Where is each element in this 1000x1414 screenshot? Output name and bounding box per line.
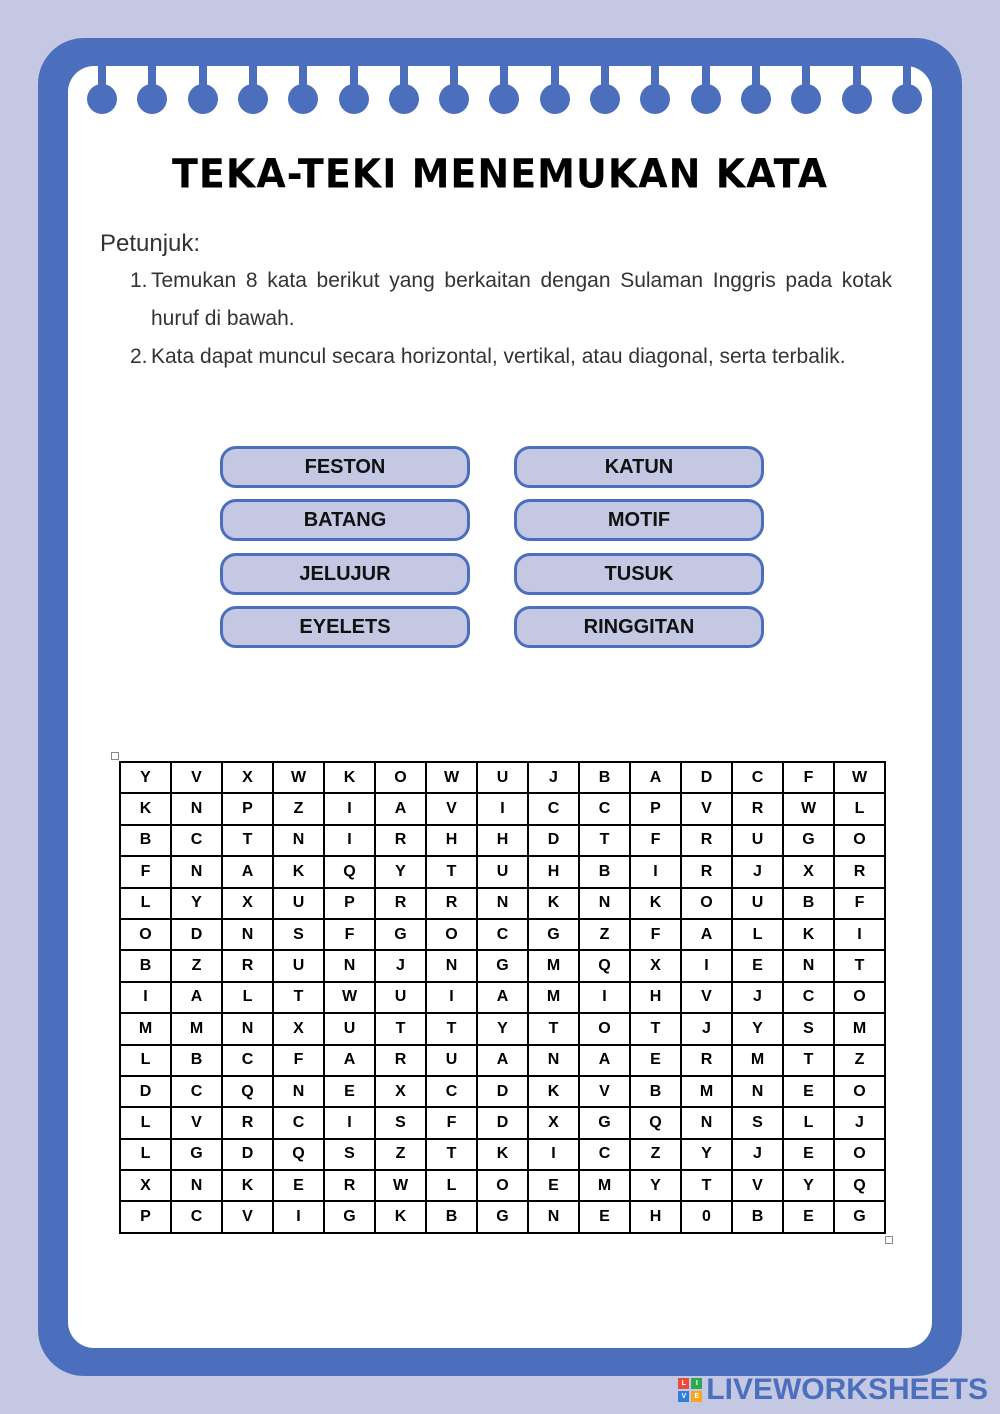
grid-cell[interactable]: V — [426, 793, 477, 824]
grid-cell[interactable]: B — [783, 888, 834, 919]
binder-ring — [640, 62, 670, 114]
grid-cell[interactable]: N — [477, 888, 528, 919]
grid-cell[interactable]: M — [681, 1076, 732, 1107]
grid-cell[interactable]: G — [477, 1201, 528, 1233]
grid-cell[interactable]: A — [630, 762, 681, 793]
grid-cell[interactable]: Q — [324, 856, 375, 887]
grid-cell[interactable]: X — [630, 950, 681, 981]
grid-cell[interactable]: N — [579, 888, 630, 919]
binder-ring — [339, 62, 369, 114]
grid-cell[interactable]: M — [171, 1013, 222, 1044]
grid-cell[interactable]: H — [528, 856, 579, 887]
grid-cell[interactable]: A — [222, 856, 273, 887]
grid-cell[interactable]: J — [834, 1107, 885, 1138]
grid-cell[interactable]: T — [426, 1013, 477, 1044]
grid-row — [120, 1170, 885, 1201]
grid-cell[interactable]: T — [375, 1013, 426, 1044]
grid-row — [120, 919, 885, 950]
grid-cell[interactable]: L — [732, 919, 783, 950]
binder-ring — [137, 62, 167, 114]
grid-cell[interactable]: A — [477, 1045, 528, 1076]
binder-ring — [842, 62, 872, 114]
binder-ring — [741, 62, 771, 114]
grid-cell[interactable]: I — [681, 950, 732, 981]
grid-row — [120, 825, 885, 856]
grid-cell[interactable]: D — [171, 919, 222, 950]
grid-cell[interactable]: V — [579, 1076, 630, 1107]
grid-cell[interactable]: W — [273, 762, 324, 793]
grid-cell[interactable]: X — [783, 856, 834, 887]
grid-cell[interactable]: F — [426, 1107, 477, 1138]
brand-logo — [678, 1370, 988, 1410]
grid-cell[interactable]: G — [375, 919, 426, 950]
grid-cell[interactable]: C — [579, 1139, 630, 1170]
grid-cell[interactable]: R — [375, 825, 426, 856]
grid-cell[interactable]: B — [630, 1076, 681, 1107]
grid-cell[interactable]: W — [426, 762, 477, 793]
grid-cell[interactable]: Z — [630, 1139, 681, 1170]
step-text: Kata dapat muncul secara horizontal, vertikal, atau diagonal, serta terbalik. — [151, 345, 846, 368]
brand-icon-tile: V — [678, 1391, 689, 1402]
grid-cell[interactable]: U — [273, 888, 324, 919]
grid-cell[interactable]: Q — [273, 1139, 324, 1170]
grid-cell[interactable]: E — [528, 1170, 579, 1201]
binder-ring — [439, 62, 469, 114]
grid-cell[interactable]: A — [477, 982, 528, 1013]
grid-cell[interactable]: H — [630, 982, 681, 1013]
binder-ring — [791, 62, 821, 114]
grid-cell[interactable]: Z — [579, 919, 630, 950]
grid-cell[interactable]: C — [222, 1045, 273, 1076]
grid-cell[interactable]: D — [681, 762, 732, 793]
grid-cell[interactable]: O — [834, 1076, 885, 1107]
grid-cell[interactable]: I — [324, 825, 375, 856]
binder-ring — [691, 62, 721, 114]
grid-cell[interactable]: Q — [579, 950, 630, 981]
grid-cell[interactable]: N — [171, 1170, 222, 1201]
grid-cell[interactable]: I — [324, 793, 375, 824]
grid-cell[interactable]: N — [222, 1013, 273, 1044]
word-chip: FESTON — [220, 446, 470, 488]
grid-cell[interactable]: Z — [375, 1139, 426, 1170]
grid-cell[interactable]: N — [171, 856, 222, 887]
grid-cell[interactable]: I — [630, 856, 681, 887]
grid-cell[interactable]: T — [834, 950, 885, 981]
grid-cell[interactable]: L — [120, 1045, 171, 1076]
grid-cell[interactable]: U — [324, 1013, 375, 1044]
grid-cell[interactable]: E — [783, 1139, 834, 1170]
grid-cell[interactable]: W — [375, 1170, 426, 1201]
grid-cell[interactable]: E — [783, 1201, 834, 1233]
grid-cell[interactable]: F — [834, 888, 885, 919]
grid-cell[interactable]: G — [783, 825, 834, 856]
grid-cell[interactable]: Y — [477, 1013, 528, 1044]
grid-cell[interactable]: L — [834, 793, 885, 824]
grid-cell[interactable]: Y — [732, 1013, 783, 1044]
grid-cell[interactable]: 0 — [681, 1201, 732, 1233]
step-text: Temukan 8 kata berikut yang berkaitan dengan Sulaman Inggris pada kotak huruf di bawah. — [151, 269, 892, 330]
grid-row — [120, 982, 885, 1013]
grid-cell[interactable]: J — [732, 982, 783, 1013]
grid-cell[interactable]: U — [375, 982, 426, 1013]
grid-cell[interactable]: K — [375, 1201, 426, 1233]
grid-cell[interactable]: Z — [834, 1045, 885, 1076]
grid-cell[interactable]: N — [171, 793, 222, 824]
word-chip: JELUJUR — [220, 553, 470, 595]
grid-cell[interactable]: J — [732, 1139, 783, 1170]
grid-cell[interactable]: V — [681, 982, 732, 1013]
grid-cell[interactable]: O — [579, 1013, 630, 1044]
grid-cell[interactable]: N — [783, 950, 834, 981]
grid-cell[interactable]: O — [834, 825, 885, 856]
grid-cell[interactable]: M — [834, 1013, 885, 1044]
grid-cell[interactable]: K — [477, 1139, 528, 1170]
grid-cell[interactable]: I — [120, 982, 171, 1013]
grid-cell[interactable]: V — [732, 1170, 783, 1201]
grid-cell[interactable]: N — [732, 1076, 783, 1107]
grid-cell[interactable]: D — [120, 1076, 171, 1107]
grid-cell[interactable]: E — [732, 950, 783, 981]
grid-cell[interactable]: I — [273, 1201, 324, 1233]
grid-cell[interactable]: H — [426, 825, 477, 856]
grid-cell[interactable]: R — [732, 793, 783, 824]
grid-cell[interactable]: R — [222, 1107, 273, 1138]
grid-cell[interactable]: O — [426, 919, 477, 950]
grid-cell[interactable]: R — [834, 856, 885, 887]
grid-cell[interactable]: K — [528, 1076, 579, 1107]
grid-row — [120, 950, 885, 981]
grid-cell[interactable]: J — [681, 1013, 732, 1044]
grid-cell[interactable]: O — [375, 762, 426, 793]
grid-cell[interactable]: R — [681, 856, 732, 887]
grid-cell[interactable]: O — [477, 1170, 528, 1201]
word-chip: RINGGITAN — [514, 606, 764, 648]
grid-cell[interactable]: T — [273, 982, 324, 1013]
grid-cell[interactable]: X — [120, 1170, 171, 1201]
binder-ring — [188, 62, 218, 114]
grid-cell[interactable]: L — [120, 888, 171, 919]
grid-cell[interactable]: P — [630, 793, 681, 824]
grid-cell[interactable]: N — [681, 1107, 732, 1138]
grid-cell[interactable]: N — [426, 950, 477, 981]
binder-ring — [389, 62, 419, 114]
word-chip: EYELETS — [220, 606, 470, 648]
instruction-step-2 — [130, 338, 892, 376]
grid-cell[interactable]: O — [834, 1139, 885, 1170]
grid-row — [120, 1139, 885, 1170]
grid-cell[interactable]: W — [324, 982, 375, 1013]
grid-cell[interactable]: Z — [273, 793, 324, 824]
grid-cell[interactable]: K — [783, 919, 834, 950]
grid-row — [120, 1045, 885, 1076]
table-anchor-handle — [111, 752, 119, 760]
grid-cell[interactable]: Q — [630, 1107, 681, 1138]
grid-cell[interactable]: B — [120, 950, 171, 981]
grid-cell[interactable]: F — [324, 919, 375, 950]
grid-cell[interactable]: Y — [375, 856, 426, 887]
grid-cell[interactable]: B — [732, 1201, 783, 1233]
grid-cell[interactable]: M — [528, 950, 579, 981]
grid-cell[interactable]: I — [426, 982, 477, 1013]
binder-ring — [489, 62, 519, 114]
grid-cell[interactable]: R — [375, 888, 426, 919]
grid-cell[interactable]: F — [120, 856, 171, 887]
grid-cell[interactable]: K — [222, 1170, 273, 1201]
grid-cell[interactable]: T — [426, 1139, 477, 1170]
grid-cell[interactable]: S — [273, 919, 324, 950]
page-title: TEKA-TEKI MENEMUKAN KATA — [172, 150, 828, 198]
grid-cell[interactable]: A — [375, 793, 426, 824]
grid-cell[interactable]: F — [630, 825, 681, 856]
brand-icon — [678, 1378, 702, 1402]
grid-cell[interactable]: T — [783, 1045, 834, 1076]
grid-cell[interactable]: E — [630, 1045, 681, 1076]
grid-cell[interactable]: O — [681, 888, 732, 919]
word-chip: TUSUK — [514, 553, 764, 595]
grid-cell[interactable]: R — [681, 825, 732, 856]
grid-cell[interactable]: L — [120, 1139, 171, 1170]
grid-cell[interactable]: A — [324, 1045, 375, 1076]
grid-cell[interactable]: V — [222, 1201, 273, 1233]
grid-cell[interactable]: D — [477, 1076, 528, 1107]
grid-cell[interactable]: J — [375, 950, 426, 981]
grid-cell[interactable]: H — [477, 825, 528, 856]
grid-cell[interactable]: A — [681, 919, 732, 950]
binder-ring — [540, 62, 570, 114]
word-search-grid — [119, 761, 886, 1234]
grid-cell[interactable]: X — [222, 888, 273, 919]
grid-cell[interactable]: F — [630, 919, 681, 950]
grid-cell[interactable]: X — [273, 1013, 324, 1044]
grid-cell[interactable]: G — [477, 950, 528, 981]
grid-cell[interactable]: S — [375, 1107, 426, 1138]
grid-cell[interactable]: X — [528, 1107, 579, 1138]
grid-cell[interactable]: V — [681, 793, 732, 824]
brand-icon-tile: L — [678, 1378, 689, 1389]
brand-icon-tile: E — [691, 1391, 702, 1402]
grid-cell[interactable]: G — [834, 1201, 885, 1233]
step-number: 1. — [130, 269, 148, 292]
grid-cell[interactable]: O — [834, 982, 885, 1013]
grid-row — [120, 1013, 885, 1044]
grid-cell[interactable]: T — [222, 825, 273, 856]
grid-cell[interactable]: P — [120, 1201, 171, 1233]
grid-cell[interactable]: H — [630, 1201, 681, 1233]
binder-ring — [892, 62, 922, 114]
grid-cell[interactable]: R — [681, 1045, 732, 1076]
grid-cell[interactable]: P — [324, 888, 375, 919]
binder-ring — [288, 62, 318, 114]
grid-cell[interactable]: C — [273, 1107, 324, 1138]
grid-cell[interactable]: C — [477, 919, 528, 950]
grid-cell[interactable]: S — [732, 1107, 783, 1138]
word-chip: KATUN — [514, 446, 764, 488]
grid-cell[interactable]: I — [324, 1107, 375, 1138]
grid-cell[interactable]: B — [579, 762, 630, 793]
grid-cell[interactable]: C — [528, 793, 579, 824]
grid-cell[interactable]: W — [834, 762, 885, 793]
grid-cell[interactable]: J — [732, 856, 783, 887]
instructions-label: Petunjuk: — [100, 230, 201, 257]
grid-cell[interactable]: B — [579, 856, 630, 887]
grid-cell[interactable]: K — [630, 888, 681, 919]
grid-cell[interactable]: R — [375, 1045, 426, 1076]
grid-cell[interactable]: J — [528, 762, 579, 793]
brand-name: LIVEWORKSHEETS — [706, 1373, 988, 1406]
grid-cell[interactable]: R — [426, 888, 477, 919]
grid-cell[interactable]: X — [222, 762, 273, 793]
grid-cell[interactable]: Q — [222, 1076, 273, 1107]
grid-cell[interactable]: N — [222, 919, 273, 950]
grid-cell[interactable]: M — [732, 1045, 783, 1076]
grid-cell[interactable]: I — [477, 793, 528, 824]
grid-cell[interactable]: L — [783, 1107, 834, 1138]
grid-row — [120, 1107, 885, 1138]
grid-cell[interactable]: V — [171, 762, 222, 793]
grid-cell[interactable]: Y — [783, 1170, 834, 1201]
grid-cell[interactable]: S — [783, 1013, 834, 1044]
table-resize-handle — [885, 1236, 893, 1244]
grid-cell[interactable]: E — [783, 1076, 834, 1107]
grid-cell[interactable]: I — [579, 982, 630, 1013]
grid-cell[interactable]: Y — [630, 1170, 681, 1201]
grid-cell[interactable]: R — [324, 1170, 375, 1201]
grid-row — [120, 856, 885, 887]
grid-cell[interactable]: R — [222, 950, 273, 981]
grid-cell[interactable]: N — [273, 825, 324, 856]
grid-cell[interactable]: A — [579, 1045, 630, 1076]
grid-cell[interactable]: E — [273, 1170, 324, 1201]
grid-cell[interactable]: T — [630, 1013, 681, 1044]
grid-cell[interactable]: E — [324, 1076, 375, 1107]
grid-cell[interactable]: S — [324, 1139, 375, 1170]
grid-cell[interactable]: C — [579, 793, 630, 824]
grid-cell[interactable]: B — [120, 825, 171, 856]
grid-cell[interactable]: G — [528, 919, 579, 950]
grid-cell[interactable]: K — [273, 856, 324, 887]
grid-cell[interactable]: B — [426, 1201, 477, 1233]
grid-cell[interactable]: B — [171, 1045, 222, 1076]
grid-cell[interactable]: U — [477, 762, 528, 793]
grid-cell[interactable]: E — [579, 1201, 630, 1233]
grid-row — [120, 762, 885, 793]
grid-cell[interactable]: C — [171, 1076, 222, 1107]
grid-cell[interactable]: T — [579, 825, 630, 856]
grid-cell[interactable]: U — [477, 856, 528, 887]
grid-cell[interactable]: O — [120, 919, 171, 950]
grid-cell[interactable]: C — [783, 982, 834, 1013]
grid-cell[interactable]: N — [528, 1045, 579, 1076]
grid-cell[interactable]: C — [426, 1076, 477, 1107]
grid-cell[interactable]: G — [324, 1201, 375, 1233]
grid-row — [120, 1076, 885, 1107]
grid-cell[interactable]: M — [528, 982, 579, 1013]
grid-cell[interactable]: K — [120, 793, 171, 824]
grid-cell[interactable]: Z — [171, 950, 222, 981]
grid-cell[interactable]: M — [579, 1170, 630, 1201]
grid-cell[interactable]: K — [324, 762, 375, 793]
grid-cell[interactable]: D — [222, 1139, 273, 1170]
grid-cell[interactable]: M — [120, 1013, 171, 1044]
grid-cell[interactable]: C — [171, 1201, 222, 1233]
grid-cell[interactable]: N — [273, 1076, 324, 1107]
grid-cell[interactable]: D — [528, 825, 579, 856]
binder-ring — [590, 62, 620, 114]
grid-cell[interactable]: Y — [681, 1139, 732, 1170]
grid-cell[interactable]: T — [681, 1170, 732, 1201]
grid-cell[interactable]: L — [222, 982, 273, 1013]
grid-cell[interactable]: L — [426, 1170, 477, 1201]
grid-cell[interactable]: T — [528, 1013, 579, 1044]
grid-row — [120, 793, 885, 824]
grid-cell[interactable]: N — [528, 1201, 579, 1233]
grid-cell[interactable]: N — [324, 950, 375, 981]
grid-cell[interactable]: C — [732, 762, 783, 793]
grid-cell[interactable]: X — [375, 1076, 426, 1107]
grid-cell[interactable]: U — [732, 825, 783, 856]
binder-ring — [238, 62, 268, 114]
grid-cell[interactable]: V — [171, 1107, 222, 1138]
grid-cell[interactable]: F — [273, 1045, 324, 1076]
grid-cell[interactable]: C — [171, 825, 222, 856]
grid-cell[interactable]: W — [783, 793, 834, 824]
word-chip: BATANG — [220, 499, 470, 541]
grid-cell[interactable]: Y — [171, 888, 222, 919]
grid-cell[interactable]: F — [783, 762, 834, 793]
grid-cell[interactable]: A — [171, 982, 222, 1013]
grid-cell[interactable]: I — [834, 919, 885, 950]
step-number: 2. — [130, 345, 148, 368]
grid-cell[interactable]: U — [426, 1045, 477, 1076]
grid-cell[interactable]: K — [528, 888, 579, 919]
grid-cell[interactable]: D — [477, 1107, 528, 1138]
word-chip: MOTIF — [514, 499, 764, 541]
binder-ring — [87, 62, 117, 114]
grid-cell[interactable]: U — [732, 888, 783, 919]
grid-cell[interactable]: T — [426, 856, 477, 887]
grid-cell[interactable]: P — [222, 793, 273, 824]
grid-row — [120, 888, 885, 919]
grid-cell[interactable]: L — [120, 1107, 171, 1138]
grid-cell[interactable]: G — [171, 1139, 222, 1170]
grid-row — [120, 1201, 885, 1233]
instruction-step-1 — [130, 262, 892, 338]
grid-cell[interactable]: U — [273, 950, 324, 981]
grid-cell[interactable]: I — [528, 1139, 579, 1170]
grid-cell[interactable]: Y — [120, 762, 171, 793]
grid-cell[interactable]: G — [579, 1107, 630, 1138]
brand-icon-tile: I — [691, 1378, 702, 1389]
grid-cell[interactable]: Q — [834, 1170, 885, 1201]
